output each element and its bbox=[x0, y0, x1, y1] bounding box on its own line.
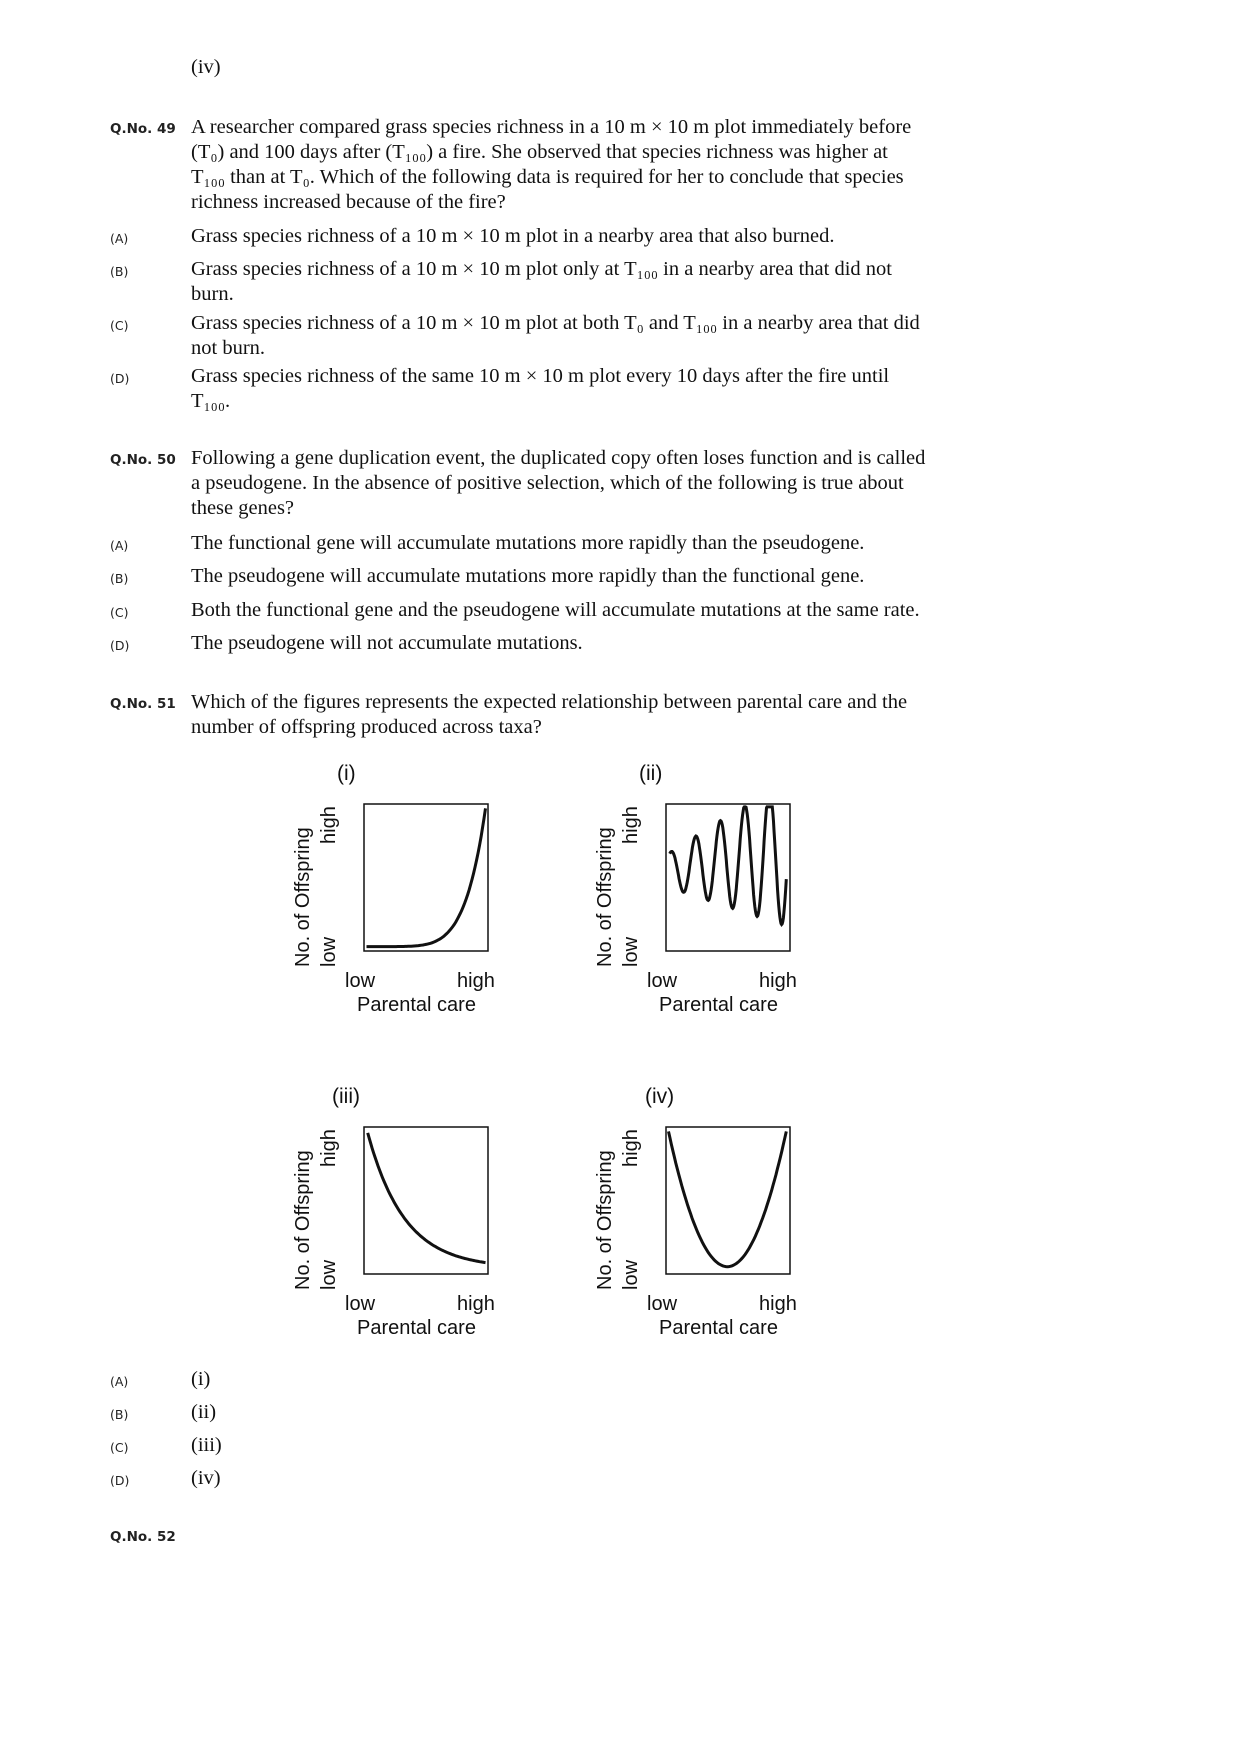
option-text: (i) bbox=[191, 1368, 211, 1390]
question-number: Q.No. 50 bbox=[110, 452, 176, 468]
figure-panel-i bbox=[280, 762, 580, 1037]
x-axis-title: Parental care bbox=[659, 994, 778, 1016]
option-label: (C) bbox=[110, 318, 129, 333]
option-text: The pseudogene will accumulate mutations more rapidly than the functional gene. bbox=[191, 565, 865, 587]
y-axis-title: No. of Offspring bbox=[594, 1150, 616, 1290]
y-axis-low: low bbox=[318, 1259, 340, 1290]
option-label: (B) bbox=[110, 264, 129, 279]
option-text: The functional gene will accumulate mutations more rapidly than the pseudogene. bbox=[191, 532, 865, 554]
previous-page-fragment: (iv) bbox=[191, 56, 221, 78]
y-axis-high: high bbox=[620, 806, 642, 844]
option-text: Grass species richness of a 10 m × 10 m plot only at T₁₀₀ in a nearby area that did not burn. bbox=[191, 258, 892, 305]
option-text: (iv) bbox=[191, 1467, 221, 1489]
option-label: (D) bbox=[110, 638, 130, 653]
figure-panel-iv bbox=[582, 1085, 882, 1360]
y-axis-high: high bbox=[318, 1129, 340, 1167]
x-axis-low: low bbox=[345, 1293, 376, 1315]
x-axis-title: Parental care bbox=[357, 1317, 476, 1339]
question-stem: Which of the figures represents the expected relationship between parental care and the number of offspring produced across taxa? bbox=[191, 691, 908, 738]
curve-iii bbox=[368, 1133, 486, 1263]
option-label: (A) bbox=[110, 538, 129, 553]
x-axis-high: high bbox=[759, 1293, 797, 1315]
plot-frame bbox=[666, 1127, 790, 1274]
y-axis-high: high bbox=[318, 806, 340, 844]
question-number: Q.No. 51 bbox=[110, 696, 176, 712]
y-axis-low: low bbox=[318, 936, 340, 967]
option-label: (B) bbox=[110, 1407, 129, 1422]
question-stem: Following a gene duplication event, the duplicated copy often loses function and is called a pseudogene. In the absence of positive selection, which of the following is true about these genes? bbox=[191, 447, 926, 519]
x-axis-low: low bbox=[647, 1293, 678, 1315]
option-label: (C) bbox=[110, 1440, 129, 1455]
option-label: (A) bbox=[110, 231, 129, 246]
y-axis-low: low bbox=[620, 1259, 642, 1290]
option-text: (ii) bbox=[191, 1401, 217, 1423]
x-axis-high: high bbox=[759, 970, 797, 992]
panel-label: (ii) bbox=[639, 762, 663, 785]
x-axis-title: Parental care bbox=[659, 1317, 778, 1339]
y-axis-title: No. of Offspring bbox=[292, 1150, 314, 1290]
plot-frame bbox=[364, 804, 488, 951]
y-axis-title: No. of Offspring bbox=[292, 827, 314, 967]
option-text: Grass species richness of the same 10 m × 10 m plot every 10 days after the fire until T₁₀₀. bbox=[191, 365, 890, 412]
question-stem: A researcher compared grass species richness in a 10 m × 10 m plot immediately before (T₀) and 100 days after (T₁₀₀) a fire. She observed that species richness was higher at T₁₀₀ than at T₀. Which of the following data is required for her to conclude that species richness increased because of the fire? bbox=[191, 116, 912, 213]
option-label: (D) bbox=[110, 1473, 130, 1488]
option-text: Grass species richness of a 10 m × 10 m plot at both T₀ and T₁₀₀ in a nearby area that did not burn. bbox=[191, 312, 920, 359]
curve-ii bbox=[670, 807, 787, 925]
figure-panel-ii bbox=[582, 762, 882, 1037]
question-number: Q.No. 49 bbox=[110, 121, 176, 137]
x-axis-low: low bbox=[345, 970, 376, 992]
option-label: (D) bbox=[110, 371, 130, 386]
option-text: The pseudogene will not accumulate mutations. bbox=[191, 632, 583, 654]
y-axis-high: high bbox=[620, 1129, 642, 1167]
y-axis-low: low bbox=[620, 936, 642, 967]
curve-i bbox=[367, 808, 486, 946]
option-label: (B) bbox=[110, 571, 129, 586]
curve-iv bbox=[669, 1131, 787, 1266]
panel-label: (i) bbox=[337, 762, 356, 785]
question-number: Q.No. 52 bbox=[110, 1529, 176, 1545]
option-label: (C) bbox=[110, 605, 129, 620]
option-label: (A) bbox=[110, 1374, 129, 1389]
panel-label: (iii) bbox=[332, 1085, 360, 1108]
x-axis-high: high bbox=[457, 1293, 495, 1315]
figure-panel-iii bbox=[280, 1085, 580, 1360]
x-axis-high: high bbox=[457, 970, 495, 992]
option-text: (iii) bbox=[191, 1434, 222, 1456]
plot-frame bbox=[364, 1127, 488, 1274]
option-text: Grass species richness of a 10 m × 10 m plot in a nearby area that also burned. bbox=[191, 225, 835, 247]
x-axis-low: low bbox=[647, 970, 678, 992]
option-text: Both the functional gene and the pseudogene will accumulate mutations at the same rate. bbox=[191, 599, 920, 621]
x-axis-title: Parental care bbox=[357, 994, 476, 1016]
panel-label: (iv) bbox=[645, 1085, 675, 1108]
y-axis-title: No. of Offspring bbox=[594, 827, 616, 967]
